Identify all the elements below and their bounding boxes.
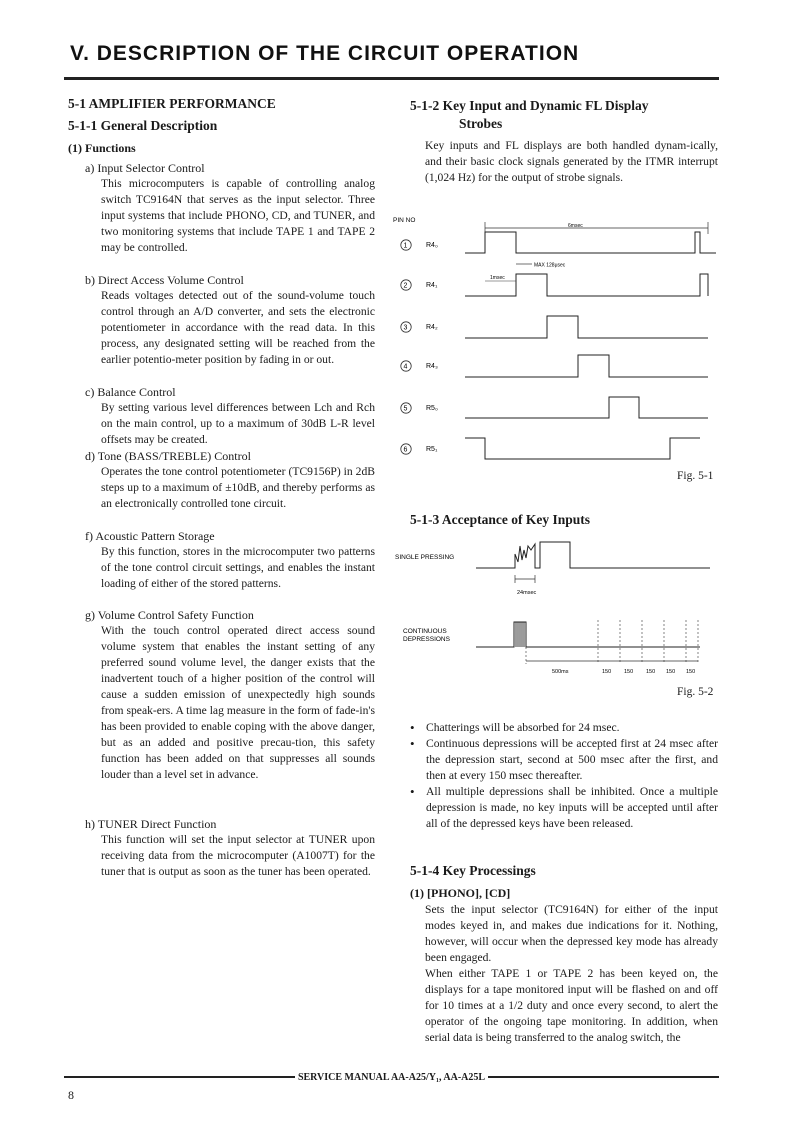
single-pressing-label: SINGLE PRESSING (395, 554, 455, 561)
section-5-1-2-text: Key inputs and FL displays are both handled dynam-ically, and their basic clock signals generated by the ITMR interrupt (1,024 Hz) for the output of strobe signals. (425, 139, 718, 184)
phono-cd-heading: (1) [PHONO], [CD] (410, 886, 511, 900)
pin-label-r50: R5₀ (426, 405, 438, 412)
pin-label-r42: R4₂ (426, 324, 438, 331)
item-c-text: By setting various level differences between Lch and Rch on the main control, up to a maximum of 30dB L-R level offsets may be created. (101, 401, 375, 446)
item-a-text: This microcomputers is capable of controlling analog switch TC9164N that serves as the input selector. Three input systems that include PHONO, CD, and TUNER, and two monitoring systems that include TAPE 1 and TAPE 2 may be controlled. (101, 177, 375, 254)
item-h-text: This function will set the input selector at TUNER upon receiving data from the microcomputer (A1007T) for the tuner that is output as soon as the tuner has been operated. (101, 833, 375, 878)
item-d-text: Operates the tone control potentiometer (TC9156P) in 2dB steps up to a maximum of ±10dB, and thereby performs as an electronically controlled tone circuit. (101, 465, 375, 510)
pin-number-3: 3 (403, 324, 408, 332)
fig-5-1-timing-diagram (390, 208, 720, 468)
footer-rule-right (488, 1076, 719, 1078)
footer-rule-left (64, 1076, 295, 1078)
label-6msec: 6msec (568, 223, 583, 229)
item-f-text: By this function, stores in the microcomputer two patterns of the tone control circuit settings, and enables the instant loading of either of the stored patterns. (101, 545, 375, 590)
continuous-label-1: CONTINUOUS (403, 628, 447, 635)
label-24msec: 24msec (517, 590, 537, 596)
bullet-item: • Chatterings will be absorbed for 24 msec. (409, 720, 718, 736)
fig-5-2-key-input-diagram (390, 532, 720, 682)
pin-number-5: 5 (403, 405, 408, 413)
page-number: 8 (68, 1088, 74, 1102)
label-150-5: 150 (686, 669, 696, 675)
section-5-1-2-heading: 5-1-2 Key Input and Dynamic FL Display (410, 98, 649, 113)
pin-label-r43: R4₃ (426, 363, 438, 370)
pin-number-6: 6 (403, 446, 408, 454)
label-150-2: 150 (624, 669, 634, 675)
label-150-4: 150 (666, 669, 676, 675)
pin-number-4: 4 (403, 363, 408, 371)
section-5-1-1-heading: 5-1-1 General Description (68, 118, 218, 133)
item-d-heading: d) Tone (BASS/TREBLE) Control (85, 449, 251, 463)
label-max128usec: MAX 128μsec (534, 262, 566, 269)
page-title: V. DESCRIPTION OF THE CIRCUIT OPERATION (70, 42, 580, 65)
fig-5-2-caption: Fig. 5-2 (677, 686, 714, 698)
pin-label-r51: R5₁ (426, 446, 438, 453)
bullet-item: • All multiple depressions shall be inhibited. Once a multiple depression is made, no key inputs will be accepted until after all of the depressed keys have been released. (409, 784, 718, 832)
item-b-heading: b) Direct Access Volume Control (85, 273, 244, 287)
section-5-1-2-heading-cont: Strobes (459, 116, 503, 131)
pin-label-r40: R4₀ (426, 242, 438, 249)
section-5-1-3-heading: 5-1-3 Acceptance of Key Inputs (410, 512, 590, 527)
continuous-label-2: DEPRESSIONS (403, 636, 450, 643)
pin-number-1: 1 (403, 242, 408, 250)
pin-label-r41: R4₁ (426, 282, 438, 289)
title-rule (64, 77, 719, 80)
item-f-heading: f) Acoustic Pattern Storage (85, 529, 215, 543)
bullet-item: • Continuous depressions will be accepted first at 24 msec after the depression start, second at 500 msec after the first, and then at every 150 msec thereafter. (409, 736, 718, 784)
label-1msec: 1msec (490, 275, 505, 281)
item-c-heading: c) Balance Control (85, 385, 176, 399)
section-5-1-heading: 5-1 AMPLIFIER PERFORMANCE (68, 96, 276, 111)
section-5-1-4-heading: 5-1-4 Key Processings (410, 863, 536, 878)
fig-5-1-caption: Fig. 5-1 (677, 470, 714, 482)
acceptance-bullets (409, 720, 718, 832)
footer (64, 1070, 719, 1084)
item-g-text: With the touch control operated direct access sound volume system that enables the instant setting of any preferred sound volume level, the danger exists that the inadvertent touch of a higher position of the control will cause a sudden emission of unexpectedly high sounds from speak-ers. A time lag measure in the form of fade-in's has been provided to enable coping with the above danger, but as an added and positive precau-tion, this safety function has been added on that suppresses all sounds louder than a level set in advance. (101, 624, 375, 781)
item-g-heading: g) Volume Control Safety Function (85, 608, 254, 622)
phono-cd-text-2: When either TAPE 1 or TAPE 2 has been keyed on, the displays for a tape monitored input will be flashed on and off for 10 times at a 1/2 duty and once every second, to alert the operator of the ongoing tape monitoring. In addition, when serial data is being transferred to the analog switch, the (425, 967, 718, 1044)
label-150-3: 150 (646, 669, 656, 675)
item-h-heading: h) TUNER Direct Function (85, 817, 217, 831)
pin-no-label: PIN NO (393, 217, 416, 224)
pin-number-2: 2 (403, 282, 408, 290)
label-150-1: 150 (602, 669, 612, 675)
item-a-heading: a) Input Selector Control (85, 161, 205, 175)
item-b-text: Reads voltages detected out of the sound-volume touch control through an A/D converter, and sets the electronic potentiometer in accordance with the read data. In this process, any designated setting will be reached from the earlier potentio-meter position by fading in or out. (101, 289, 375, 366)
phono-cd-text-1: Sets the input selector (TC9164N) for either of the input modes keyed in, and makes due indications for it. Nothing, however, will occur when the depressed key mode has already been engaged. (425, 903, 718, 964)
label-500ms: 500ms (552, 669, 569, 675)
footer-text: SERVICE MANUAL AA-A25/Y₁, AA-A25L (297, 1071, 486, 1083)
functions-heading: (1) Functions (68, 141, 136, 155)
